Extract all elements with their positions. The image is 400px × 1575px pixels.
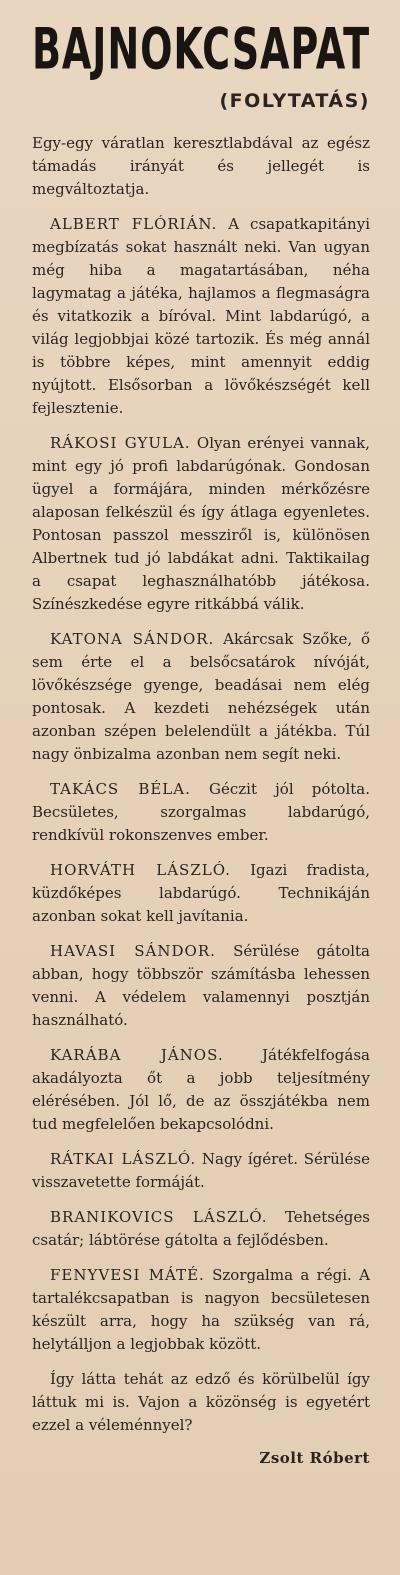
player-description: Szorgalma a régi. A tartalékcsapatban is nagyon becsületesen készült arra, hogy ha szükség van rá, helytálljon a legjobbak között. xyxy=(32,1266,370,1353)
player-paragraph xyxy=(32,1264,370,1356)
player-paragraph xyxy=(32,1044,370,1136)
player-paragraph xyxy=(32,940,370,1032)
author-signature: Zsolt Róbert xyxy=(259,1449,370,1467)
player-name: KATONA SÁNDOR. xyxy=(50,630,215,648)
continued-label: (FOLYTATÁS) xyxy=(219,90,370,112)
player-name: RÁTKAI LÁSZLÓ. xyxy=(50,1150,197,1168)
player-name: KARÁBA JÁNOS. xyxy=(50,1046,224,1064)
player-description: Olyan erényei vannak, mint egy jó profi labdarúgónak. Gondosan ügyel a formájára, minden mérkőzésre alaposan felkészül és így átlaga egyenletes. Pontosan passzol messziről is, különösen Albertnek tud jó labdákat adni. Taktikailag a csapat leghasználhatóbb játékosa. Színészkedése egyre ritkábbá válik. xyxy=(32,434,370,613)
player-paragraph xyxy=(32,628,370,766)
player-paragraph xyxy=(32,213,370,420)
player-description: Játékfelfogása akadályozta őt a jobb teljesítmény elérésében. Jól lő, de az összjátékba nem tud megfelelően bekapcsolódni. xyxy=(32,1046,370,1133)
player-name: HORVÁTH LÁSZLÓ. xyxy=(50,861,231,879)
player-name: RÁKOSI GYULA. xyxy=(50,434,191,452)
player-paragraph xyxy=(32,778,370,847)
player-paragraph xyxy=(32,1148,370,1194)
player-paragraph xyxy=(32,432,370,616)
player-description: Igazi fradista, küzdőképes labdarúgó. Technikáján azonban sokat kell javítania. xyxy=(32,861,370,925)
player-paragraph xyxy=(32,859,370,928)
player-name: HAVASI SÁNDOR. xyxy=(50,942,216,960)
player-list xyxy=(32,213,370,1356)
closing-paragraph: Így látta tehát az edző és körülbelül így láttuk mi is. Vajon a közönség is egyetért ezzel a véleménnyel? xyxy=(32,1370,370,1434)
player-name: BRANIKOVICS LÁSZLÓ. xyxy=(50,1208,268,1226)
player-description: Tehetséges csatár; lábtörése gátolta a fejlődésben. xyxy=(32,1208,370,1249)
player-description: A csapatkapitányi megbízatás sokat használt neki. Van ugyan még hiba a magatartásában, néha lagymatag a játéka, hajlamos a flegmaságra és vitatkozik a bíróval. Mint labdarúgó, a világ legjobbjai közé tartozik. És még annál is többre képes, mint amennyit eddig nyújtott. Elsősorban a lövőkészségét kell fejlesztenie. xyxy=(32,215,370,417)
masthead-title: BAJNOKCSAPAT xyxy=(32,16,371,83)
player-name: ALBERT FLÓRIÁN. xyxy=(50,215,218,233)
intro-paragraph: Egy-egy váratlan keresztlabdával az egész támadás irányát és jellegét is megváltoztatja. xyxy=(32,134,370,198)
player-description: Sérülése gátolta abban, hogy többször számításba lehessen venni. A védelem valamennyi posztján használható. xyxy=(32,942,370,1029)
player-description: Akárcsak Szőke, ő sem érte el a belsőcsatárok nívóját, lövőkészsége gyenge, beadásai nem elég pontosak. A kezdeti nehézségek után azonban szépen belelendült a játékba. Túl nagy önbizalma azonban nem segít neki. xyxy=(32,630,370,763)
player-name: TAKÁCS BÉLA. xyxy=(50,780,191,798)
player-description: Nagy ígéret. Sérülése visszavetette formáját. xyxy=(32,1150,370,1191)
player-paragraph xyxy=(32,1206,370,1252)
player-description: Géczit jól pótolta. Becsületes, szorgalmas labdarúgó, rendkívül rokonszenves ember. xyxy=(32,780,370,844)
player-name: FENYVESI MÁTÉ. xyxy=(50,1266,205,1284)
